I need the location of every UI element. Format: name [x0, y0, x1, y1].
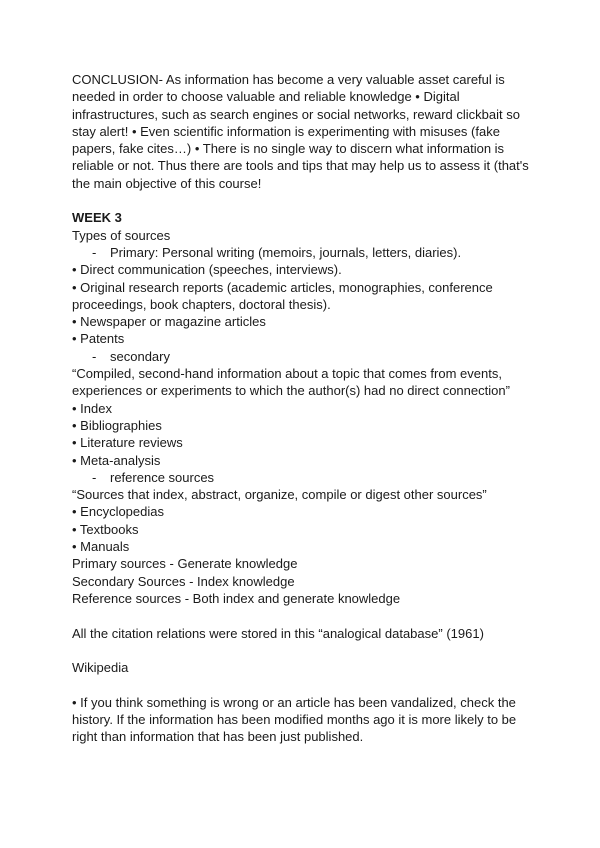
- bullet-newspaper: • Newspaper or magazine articles: [72, 314, 266, 330]
- conclusion-paragraph: CONCLUSION- As information has become a very valuable asset careful is needed in order to choose valuable and reliable knowledge • Digital infrastructures, such as search engines or social networks, reward clickbait so stay alert! • Even scientific information is experimenting with misuses (fake papers, fake cites…) • There is no single way to discern what information is reliable or not. Thus there are tools and tips that may help us to assess it (that's the main objective of this course!: [72, 72, 529, 191]
- bullet-literature-reviews: • Literature reviews: [72, 435, 183, 451]
- citation-note: All the citation relations were stored in this “analogical database” (1961): [72, 625, 484, 641]
- bullet-bibliographies: • Bibliographies: [72, 417, 162, 433]
- primary-list-item: [72, 244, 532, 261]
- primary-label: Primary: Personal writing (memoirs, journals, letters, diaries).: [110, 244, 462, 260]
- week3-heading: WEEK 3: [72, 210, 122, 226]
- bullet-direct-communication: • Direct communication (speeches, interviews).: [72, 262, 342, 278]
- bullet-original-research: • Original research reports (academic articles, monographies, conference proceedings, book chapters, doctoral thesis).: [72, 279, 493, 312]
- document-page: [72, 71, 532, 746]
- reference-definition-quote: “Sources that index, abstract, organize, compile or digest other sources”: [72, 487, 487, 503]
- bullet-meta-analysis: • Meta-analysis: [72, 452, 161, 468]
- bullet-patents: • Patents: [72, 331, 125, 347]
- secondary-label: secondary: [110, 348, 170, 364]
- secondary-definition-quote: “Compiled, second-hand information about a topic that comes from events, experiences or experiments to which the author(s) had no direct connection”: [72, 366, 510, 399]
- summary-primary: Primary sources - Generate knowledge: [72, 556, 298, 572]
- bullet-textbooks: • Textbooks: [72, 521, 139, 537]
- spacer: [72, 642, 532, 659]
- bullet-index: • Index: [72, 400, 112, 416]
- reference-list-item: [72, 469, 532, 486]
- bullet-encyclopedias: • Encyclopedias: [72, 504, 164, 520]
- dash-marker: -: [92, 469, 97, 485]
- dash-marker: -: [92, 244, 97, 260]
- summary-secondary: Secondary Sources - Index knowledge: [72, 573, 295, 589]
- secondary-list-item: [72, 348, 532, 365]
- reference-label: reference sources: [110, 469, 215, 485]
- wikipedia-heading: Wikipedia: [72, 660, 129, 676]
- types-of-sources-subheading: Types of sources: [72, 227, 171, 243]
- summary-reference: Reference sources - Both index and generate knowledge: [72, 590, 401, 606]
- wikipedia-tip: • If you think something is wrong or an article has been vandalized, check the history. If the information has been modified months ago it is more likely to be right than information that has been just published.: [72, 694, 517, 745]
- dash-marker: -: [92, 348, 97, 364]
- spacer: [72, 676, 532, 693]
- bullet-manuals: • Manuals: [72, 539, 130, 555]
- spacer: [72, 192, 532, 209]
- spacer: [72, 607, 532, 624]
